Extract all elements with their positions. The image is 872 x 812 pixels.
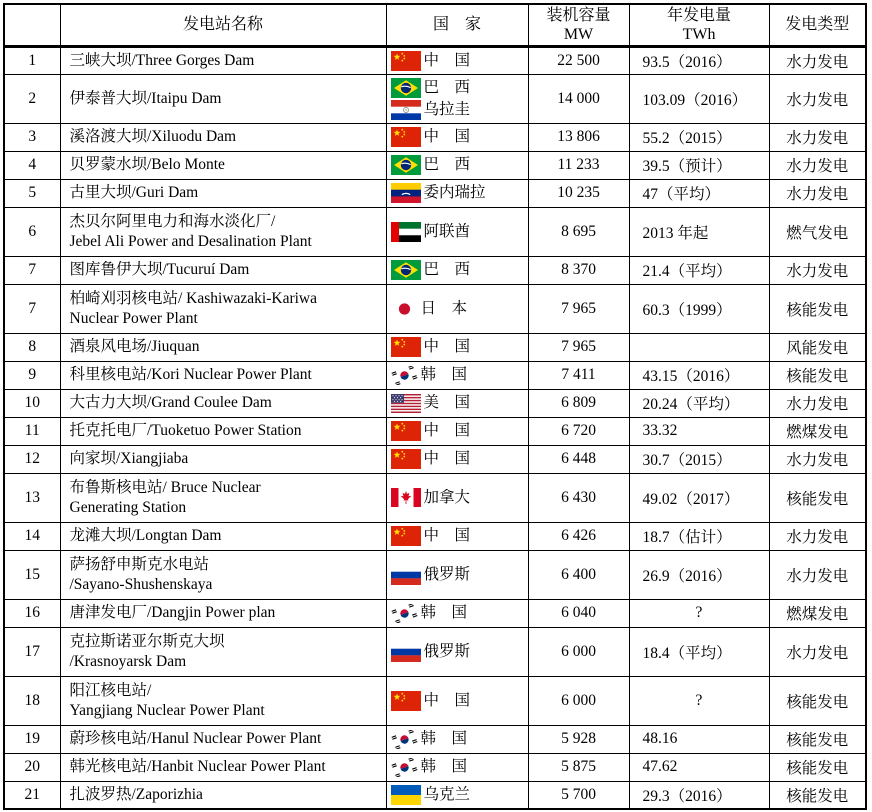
flag-russia-icon [391,565,421,585]
country-name: 中 国 [423,527,471,544]
station-name-line: 大古力大坝/Grand Coulee Dam [69,394,272,411]
annual-generation-value: 29.3（2016） [629,781,769,809]
generation-type: 燃煤发电 [769,417,866,445]
flag-ukraine-icon [391,785,421,805]
flag-south-korea-icon [391,758,418,777]
generation-type: 风能发电 [769,333,866,361]
annual-generation-value: 2013 年起 [629,207,769,256]
country-cell [386,522,528,550]
header-station-name: 发电站名称 [60,4,386,46]
station-name-line: /Krasnoyarsk Dam [69,652,187,670]
station-name [60,550,386,599]
country-cell [386,599,528,627]
table-row [4,179,866,207]
station-name-line: 古里大坝/Guri Dam [69,184,199,201]
country-name: 韩 国 [420,730,468,747]
row-number: 2 [4,74,60,123]
station-name [60,74,386,123]
generation-type: 燃气发电 [769,207,866,256]
flag-china-icon [391,51,421,71]
country-entry [391,183,528,203]
annual-generation-value: 43.15（2016） [629,361,769,389]
table-row [4,550,866,599]
row-number: 10 [4,389,60,417]
row-number: 15 [4,550,60,599]
station-name [60,522,386,550]
capacity-value: 5 875 [528,753,629,781]
station-name-line: 柏崎刈羽核电站/ Kashiwazaki-Kariwa [69,289,318,307]
station-name-line: 杰贝尔阿里电力和海水淡化厂/ [69,212,276,230]
flag-china-icon [391,421,421,441]
station-name [60,46,386,74]
flag-south-korea-icon [391,366,418,385]
generation-type: 水力发电 [769,445,866,473]
row-number: 6 [4,207,60,256]
country-entry [391,785,528,805]
country-entry [391,78,528,98]
station-name-line: 克拉斯诺亚尔斯克大坝 [69,632,225,650]
country-cell [386,284,528,333]
country-entry [391,603,528,623]
station-name-line: 伊泰普大坝/Itaipu Dam [69,89,222,107]
table-row [4,725,866,753]
country-cell [386,46,528,74]
row-number: 8 [4,333,60,361]
generation-type: 水力发电 [769,550,866,599]
capacity-value: 6 720 [528,417,629,445]
station-name [60,179,386,207]
station-name-line: 贝罗蒙水坝/Belo Monte [69,156,225,173]
country-entry [391,526,528,546]
annual-generation-value: 49.02（2017） [629,473,769,522]
annual-generation-value: 30.7（2015） [629,445,769,473]
table-row [4,417,866,445]
flag-china-icon [391,337,421,357]
row-number: 11 [4,417,60,445]
annual-generation-value: ? [629,599,769,627]
table-row [4,445,866,473]
station-name-line: Generating Station [69,498,187,516]
country-name: 韩 国 [420,604,468,621]
generation-type: 水力发电 [769,179,866,207]
row-number: 19 [4,725,60,753]
station-name [60,284,386,333]
generation-type: 水力发电 [769,627,866,676]
flag-china-icon [391,127,421,147]
country-name: 委内瑞拉 [423,184,486,201]
country-name: 韩 国 [420,366,468,383]
station-name-line: 科里核电站/Kori Nuclear Power Plant [69,366,312,383]
country-name: 俄罗斯 [423,642,471,660]
table-row [4,46,866,74]
table-row [4,781,866,809]
annual-generation-value [629,333,769,361]
country-name: 中 国 [423,450,471,467]
header-capacity-line1: 装机容量 [546,6,611,24]
row-number: 7 [4,284,60,333]
country-name: 中 国 [423,51,471,69]
generation-type: 水力发电 [769,389,866,417]
annual-generation-value: 18.4（平均） [629,627,769,676]
generation-type: 燃煤发电 [769,599,866,627]
row-number: 20 [4,753,60,781]
country-entry [391,337,528,357]
capacity-value: 6 448 [528,445,629,473]
row-number: 12 [4,445,60,473]
station-name-line: 向家坝/Xiangjiaba [69,450,189,467]
country-entry [391,565,528,585]
station-name-line: 三峡大坝/Three Gorges Dam [69,51,255,69]
country-entry [391,222,528,242]
row-number: 13 [4,473,60,522]
station-name-line: Jebel Ali Power and Desalination Plant [69,232,312,250]
country-cell [386,207,528,256]
generation-type: 核能发电 [769,725,866,753]
row-number: 4 [4,151,60,179]
country-entry [391,729,528,749]
station-name-line: 溪洛渡大坝/Xiluodu Dam [69,128,237,145]
generation-type: 水力发电 [769,123,866,151]
country-cell [386,389,528,417]
annual-generation-value: 21.4（平均） [629,256,769,284]
capacity-value: 6 400 [528,550,629,599]
capacity-value: 6 426 [528,522,629,550]
header-type: 发电类型 [769,4,866,46]
station-name [60,123,386,151]
capacity-value: 5 700 [528,781,629,809]
country-name: 乌克兰 [423,785,471,803]
annual-generation-value: 55.2（2015） [629,123,769,151]
country-cell [386,725,528,753]
table-row [4,599,866,627]
country-cell [386,361,528,389]
flag-venezuela-icon [391,183,421,203]
station-name [60,207,386,256]
row-number: 14 [4,522,60,550]
country-cell [386,473,528,522]
country-name: 加拿大 [423,488,471,506]
table-row [4,151,866,179]
station-name-line: Yangjiang Nuclear Power Plant [69,701,265,719]
generation-type: 核能发电 [769,753,866,781]
generation-type: 核能发电 [769,473,866,522]
capacity-value: 6 040 [528,599,629,627]
row-number: 7 [4,256,60,284]
country-entry [391,642,528,662]
header-country: 国 家 [386,4,528,46]
annual-generation-value: 33.32 [629,417,769,445]
capacity-value: 11 233 [528,151,629,179]
row-number: 21 [4,781,60,809]
country-name: 巴 西 [423,156,471,173]
header-row [4,4,866,46]
country-name: 韩 国 [420,758,468,775]
country-entry [391,100,528,120]
country-entry [391,299,528,319]
flag-canada-icon [391,488,421,507]
country-cell [386,417,528,445]
capacity-value: 7 411 [528,361,629,389]
station-name-line: Nuclear Power Plant [69,309,198,327]
station-name-line: 萨扬舒申斯克水电站 [69,555,210,573]
station-name [60,389,386,417]
power-stations-table [3,3,867,810]
flag-paraguay-icon [391,100,421,120]
table-row [4,473,866,522]
country-name: 乌拉圭 [423,100,471,118]
capacity-value: 6 000 [528,627,629,676]
station-name-line: 龙滩大坝/Longtan Dam [69,527,222,544]
capacity-value: 6 000 [528,676,629,725]
station-name [60,445,386,473]
row-number: 3 [4,123,60,151]
country-cell [386,123,528,151]
header-index [4,4,60,46]
capacity-value: 10 235 [528,179,629,207]
station-name-line: 阳江核电站/ [69,681,152,699]
annual-generation-value: 93.5（2016） [629,46,769,74]
country-cell [386,627,528,676]
country-entry [391,757,528,777]
capacity-value: 6 809 [528,389,629,417]
row-number: 1 [4,46,60,74]
flag-china-icon [391,691,421,711]
annual-generation-value: 47.62 [629,753,769,781]
country-name: 日 本 [420,299,468,317]
annual-generation-value: 48.16 [629,725,769,753]
country-name: 中 国 [423,422,471,439]
station-name-line: 图库鲁伊大坝/Tucuruí Dam [69,261,250,278]
table-body [4,46,866,809]
capacity-value: 14 000 [528,74,629,123]
flag-brazil-icon [391,155,421,175]
station-name-line: /Sayano-Shushenskaya [69,575,213,593]
country-entry [391,127,528,147]
country-cell [386,333,528,361]
station-name-line: 唐津发电厂/Dangjin Power plan [69,604,276,621]
station-name-line: 布鲁斯核电站/ Bruce Nuclear [69,478,261,496]
station-name-line: 蔚珍核电站/Hanul Nuclear Power Plant [69,730,322,747]
generation-type: 核能发电 [769,781,866,809]
table-row [4,389,866,417]
flag-russia-icon [391,642,421,662]
country-entry [391,691,528,711]
table-row [4,753,866,781]
station-name [60,725,386,753]
row-number: 5 [4,179,60,207]
country-cell [386,445,528,473]
country-entry [391,155,528,175]
capacity-value: 7 965 [528,284,629,333]
header-capacity [528,4,629,46]
country-entry [391,449,528,469]
annual-generation-value: 60.3（1999） [629,284,769,333]
generation-type: 水力发电 [769,46,866,74]
table-row [4,123,866,151]
country-entry [391,488,528,508]
generation-type: 水力发电 [769,522,866,550]
capacity-value: 8 695 [528,207,629,256]
annual-generation-value: ? [629,676,769,725]
table-row [4,333,866,361]
generation-type: 核能发电 [769,676,866,725]
country-name: 阿联酋 [423,222,471,240]
table-row [4,74,866,123]
capacity-value: 22 500 [528,46,629,74]
annual-generation-value: 103.09（2016） [629,74,769,123]
generation-type: 水力发电 [769,151,866,179]
country-cell [386,676,528,725]
generation-type: 核能发电 [769,361,866,389]
country-cell [386,753,528,781]
row-number: 9 [4,361,60,389]
header-annual [629,4,769,46]
row-number: 18 [4,676,60,725]
flag-south-korea-icon [391,730,418,749]
flag-china-icon [391,449,421,469]
annual-generation-value: 20.24（平均） [629,389,769,417]
country-name: 巴 西 [423,78,471,96]
station-name-line: 酒泉风电场/Jiuquan [69,338,200,355]
station-name [60,599,386,627]
capacity-value: 7 965 [528,333,629,361]
country-cell [386,151,528,179]
capacity-value: 13 806 [528,123,629,151]
flag-brazil-icon [391,78,421,98]
country-cell [386,74,528,123]
station-name [60,333,386,361]
header-annual-unit: TWh [682,25,716,43]
country-entry [391,421,528,441]
annual-generation-value: 47（平均） [629,179,769,207]
header-capacity-unit: MW [563,25,594,43]
table-row [4,627,866,676]
capacity-value: 6 430 [528,473,629,522]
country-name: 美 国 [423,394,471,411]
station-name [60,361,386,389]
generation-type: 核能发电 [769,284,866,333]
country-name: 中 国 [423,691,471,709]
flag-japan-icon [391,300,418,318]
flag-south-korea-icon [391,604,418,623]
flag-brazil-icon [391,260,421,280]
generation-type: 水力发电 [769,74,866,123]
table-row [4,676,866,725]
capacity-value: 8 370 [528,256,629,284]
flag-china-icon [391,526,421,546]
station-name [60,753,386,781]
capacity-value: 5 928 [528,725,629,753]
country-name: 中 国 [423,338,471,355]
station-name-line: 扎波罗热/Zaporizhia [69,785,203,803]
country-name: 俄罗斯 [423,565,471,583]
country-entry [391,365,528,385]
country-name: 中 国 [423,128,471,145]
country-entry [391,393,528,413]
station-name-line: 韩光核电站/Hanbit Nuclear Power Plant [69,758,326,775]
generation-type: 水力发电 [769,256,866,284]
table-row [4,207,866,256]
station-name [60,627,386,676]
country-entry [391,51,528,71]
station-name [60,256,386,284]
country-entry [391,260,528,280]
station-name [60,781,386,809]
flag-usa-icon [391,394,421,413]
row-number: 16 [4,599,60,627]
table-row [4,522,866,550]
station-name [60,417,386,445]
country-cell [386,781,528,809]
station-name [60,151,386,179]
row-number: 17 [4,627,60,676]
country-name: 巴 西 [423,261,471,278]
annual-generation-value: 18.7（估计） [629,522,769,550]
station-name-line: 托克托电厂/Tuoketuo Power Station [69,422,302,439]
annual-generation-value: 26.9（2016） [629,550,769,599]
table-row [4,284,866,333]
country-cell [386,256,528,284]
flag-uae-icon [391,222,421,242]
annual-generation-value: 39.5（预计） [629,151,769,179]
table-row [4,361,866,389]
header-annual-line1: 年发电量 [666,6,731,24]
table-row [4,256,866,284]
station-name [60,473,386,522]
country-cell [386,179,528,207]
country-cell [386,550,528,599]
station-name [60,676,386,725]
